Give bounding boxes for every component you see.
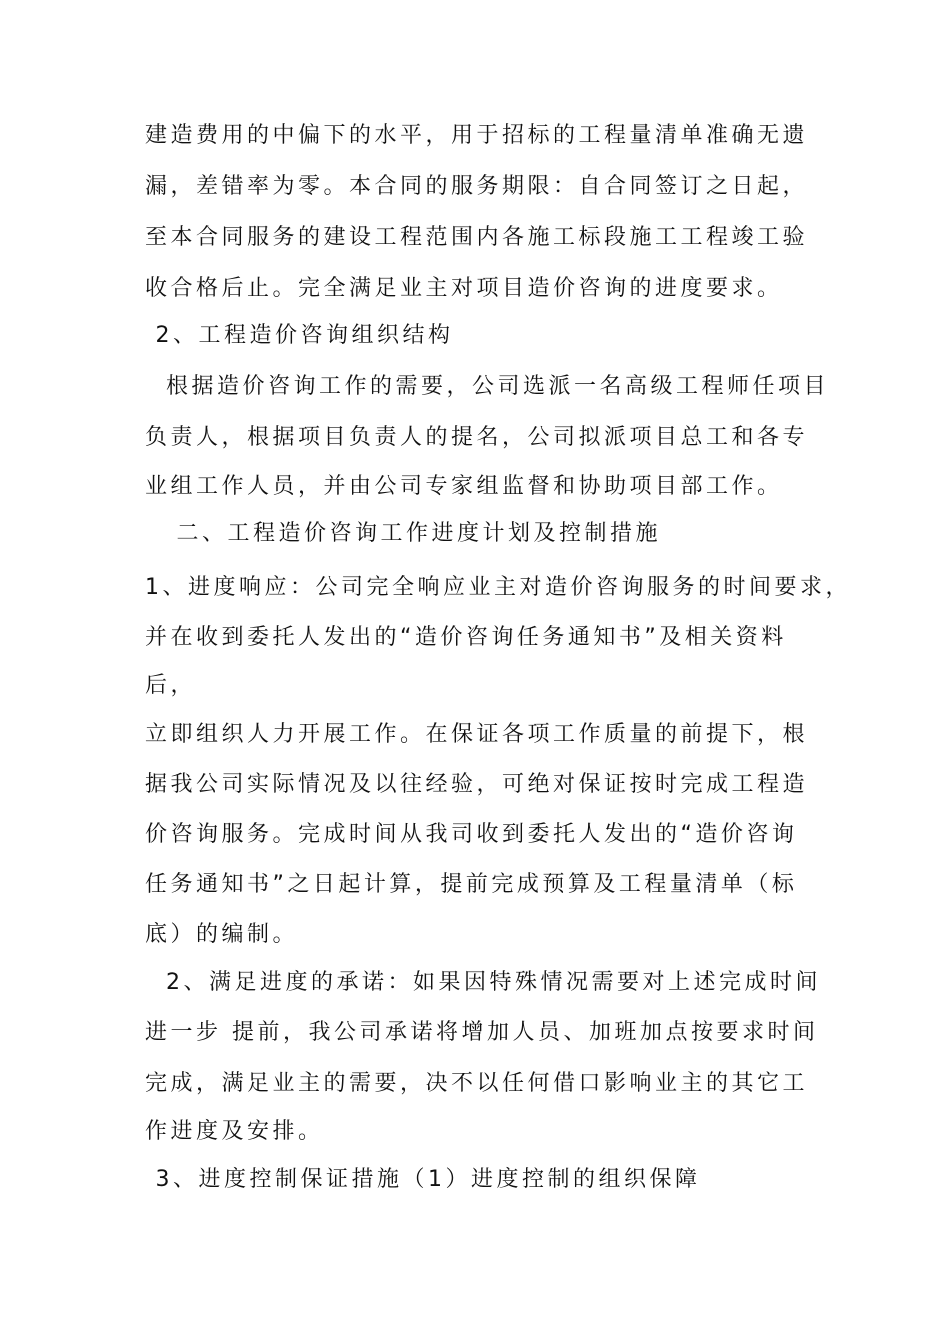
text-line: 据我公司实际情况及以往经验，可绝对保证按时完成工程造: [145, 772, 809, 797]
section-heading: 2、工程造价咨询组织结构: [145, 323, 454, 348]
text-line: 建造费用的中偏下的水平，用于招标的工程量清单准确无遗: [145, 123, 809, 148]
text-line: 完成，满足业主的需要，决不以任何借口影响业主的其它工: [145, 1071, 809, 1096]
text-line: 负责人，根据项目负责人的提名，公司拟派项目总工和各专: [145, 425, 809, 450]
text-line: 根据造价咨询工作的需要，公司选派一名高级工程师任项目: [145, 374, 829, 399]
section-heading: 3、进度控制保证措施（1）进度控制的组织保障: [145, 1167, 701, 1192]
text-line: 收合格后止。完全满足业主对项目造价咨询的进度要求。: [145, 276, 783, 301]
text-line: 至本合同服务的建设工程范围内各施工标段施工工程竣工验: [145, 225, 809, 250]
text-line: 价咨询服务。完成时间从我司收到委托人发出的“造价咨询: [145, 822, 798, 847]
text-line: 底）的编制。: [145, 922, 299, 947]
text-line: 1、进度响应：公司完全响应业主对造价咨询服务的时间要求，: [145, 575, 851, 600]
text-line: 业组工作人员，并由公司专家组监督和协助项目部工作。: [145, 474, 783, 499]
text-line: 并在收到委托人发出的“造价咨询任务通知书”及相关资料: [145, 625, 787, 650]
text-line: 2、满足进度的承诺：如果因特殊情况需要对上述完成时间: [145, 970, 821, 995]
section-heading: 二、工程造价咨询工作进度计划及控制措施: [145, 521, 661, 546]
text-line: 进一步 提前，我公司承诺将增加人员、加班加点按要求时间: [145, 1020, 819, 1045]
text-line: 立即组织人力开展工作。在保证各项工作质量的前提下，根: [145, 722, 809, 747]
text-line: 任务通知书”之日起计算，提前完成预算及工程量清单（标: [145, 872, 798, 897]
text-line: 后，: [145, 673, 197, 698]
text-line: 作进度及安排。: [145, 1119, 324, 1144]
text-line: 漏，差错率为零。本合同的服务期限：自合同签订之日起，: [145, 174, 809, 199]
